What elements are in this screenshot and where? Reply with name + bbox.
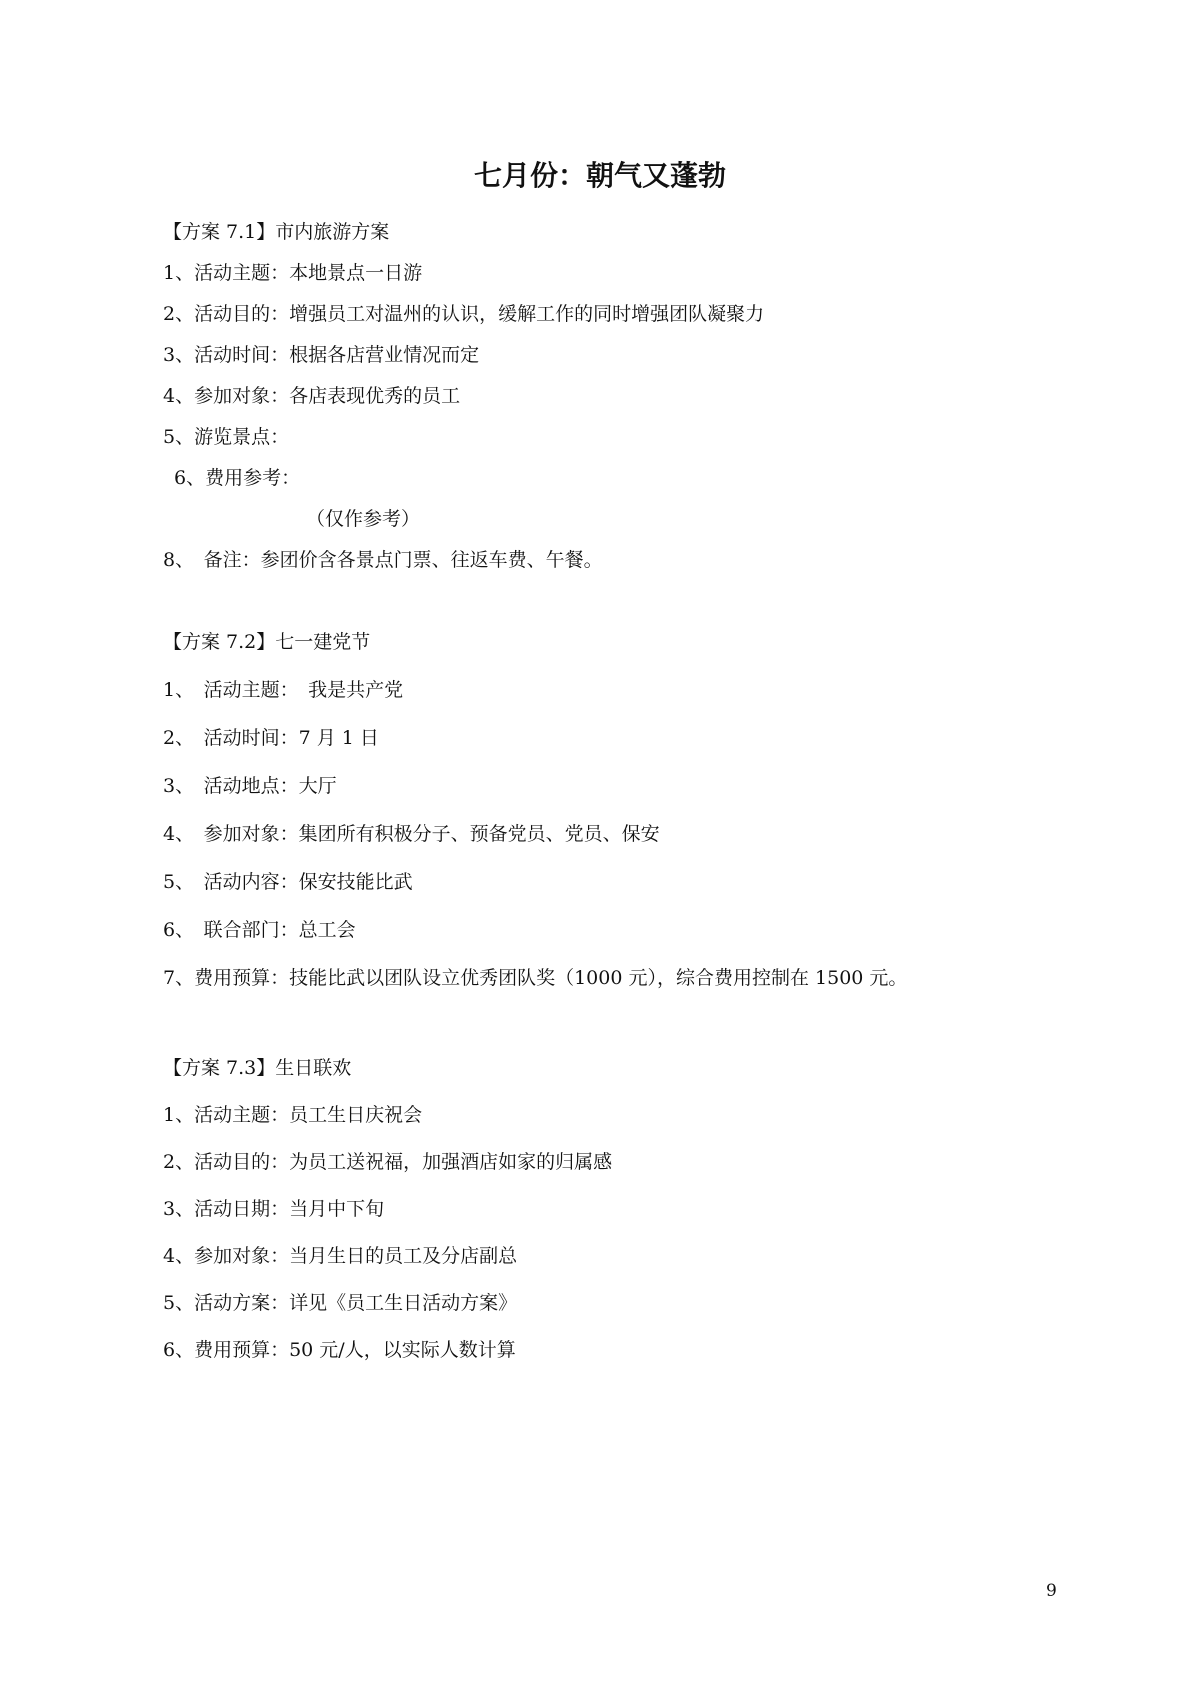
- list-item: 2、 活动时间：7 月 1 日: [163, 727, 379, 749]
- list-item: 4、参加对象：各店表现优秀的员工: [163, 385, 461, 407]
- note-text: （仅作参考）: [306, 508, 421, 530]
- section-heading: 【方案 7.3】生日联欢: [163, 1057, 352, 1079]
- list-item: 5、 活动内容：保安技能比武: [163, 871, 413, 893]
- list-item: 7、费用预算：技能比武以团队设立优秀团队奖（1000 元），综合费用控制在 1500 元。: [163, 967, 908, 989]
- list-item: 5、活动方案：详见《员工生日活动方案》: [163, 1292, 518, 1314]
- list-item: 1、 活动主题： 我是共产党: [163, 679, 404, 701]
- list-item: 4、 参加对象：集团所有积极分子、预备党员、党员、保安: [163, 823, 660, 845]
- list-item: 1、活动主题：本地景点一日游: [163, 262, 423, 284]
- list-item: 4、参加对象：当月生日的员工及分店副总: [163, 1245, 518, 1267]
- list-item: 8、 备注：参团价含各景点门票、往返车费、午餐。: [163, 549, 603, 571]
- list-item: 2、活动目的：增强员工对温州的认识，缓解工作的同时增强团队凝聚力: [163, 303, 765, 325]
- page-number: 9: [1046, 1581, 1057, 1601]
- list-item: 6、 联合部门：总工会: [163, 919, 356, 941]
- list-item: 6、费用参考：: [174, 467, 301, 489]
- list-item: 3、活动日期：当月中下旬: [163, 1198, 385, 1220]
- list-item: 5、游览景点：: [163, 426, 290, 448]
- list-item: 2、活动目的：为员工送祝福，加强酒店如家的归属感: [163, 1151, 613, 1173]
- list-item: 6、费用预算：50 元/人，以实际人数计算: [163, 1339, 516, 1361]
- list-item: 3、 活动地点：大厅: [163, 775, 337, 797]
- list-item: 3、活动时间：根据各店营业情况而定: [163, 344, 480, 366]
- list-item: 1、活动主题：员工生日庆祝会: [163, 1104, 423, 1126]
- page-title: 七月份：朝气又蓬勃: [473, 159, 726, 192]
- section-heading: 【方案 7.1】市内旅游方案: [163, 221, 390, 243]
- section-heading: 【方案 7.2】七一建党节: [163, 631, 371, 653]
